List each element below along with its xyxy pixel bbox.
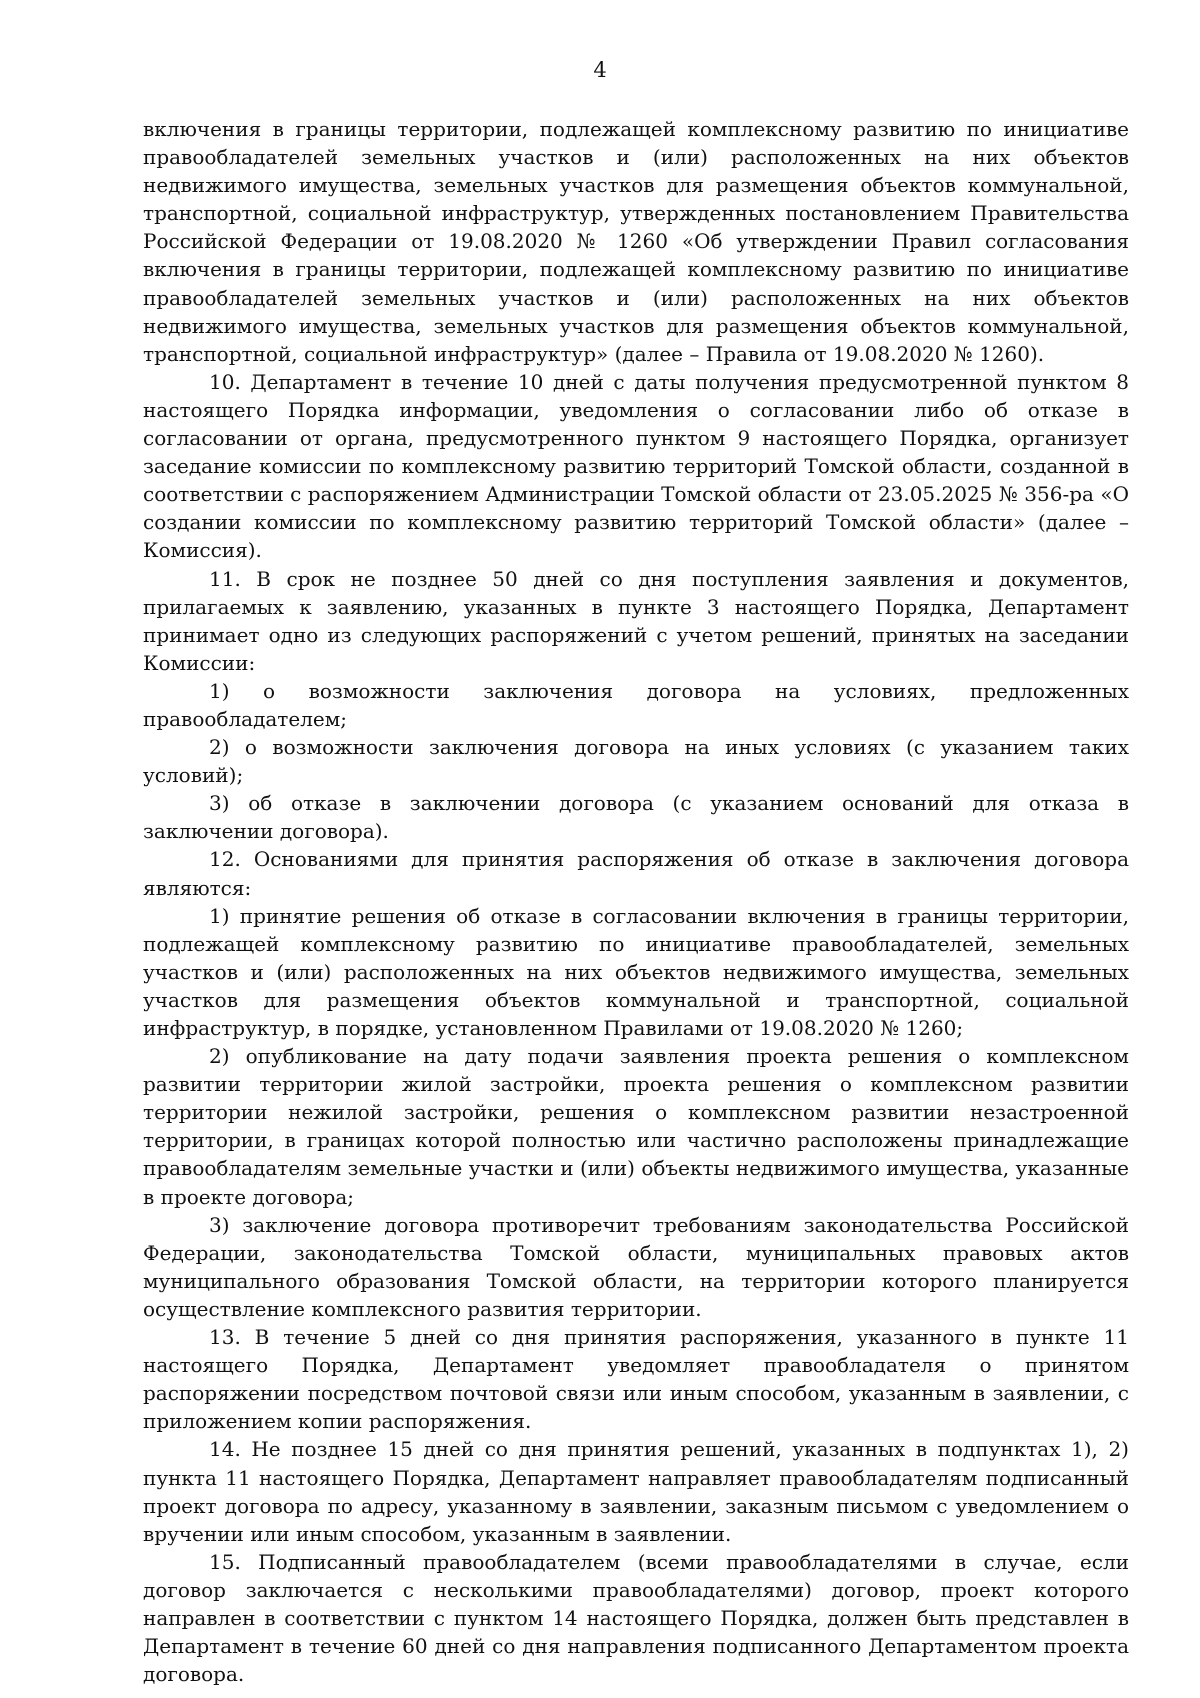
paragraph-11-item-3: 3) об отказе в заключении договора (с указанием оснований для отказа в заключении договора).: [143, 791, 1129, 844]
paragraph-11-item-2: 2) о возможности заключения договора на иных условиях (с указанием таких условий);: [143, 735, 1129, 788]
paragraph-12-item-1: 1) принятие решения об отказе в согласовании включения в границы территории, подлежащей комплексному развитию по инициативе правообладателей, земельных участков и (или) расположенных на них объектов недвижимого имущества, земельных участков для размещения объектов коммунальной и транспортной, социальной инфраструктур, в порядке, установленном Правилами от 19.08.2020 № 1260;: [143, 903, 1129, 1040]
paragraph-10: 10. Департамент в течение 10 дней с даты получения предусмотренной пунктом 8 настоящего Порядка информации, уведомления о согласовании либо об отказе в согласовании от органа, предусмотренного пунктом 9 настоящего Порядка, организует заседание комиссии по комплексному развитию территорий Томской области, созданной в соответствии с распоряжением Администрации Томской области от 23.05.2025 № 356-ра «О создании комиссии по комплексному развитию территорий Томской области» (далее – Комиссия).: [143, 369, 1129, 563]
paragraph-15: 15. Подписанный правообладателем (всеми правообладателями в случае, если договор заключается с несколькими правообладателями) договор, проект которого направлен в соответствии с пунктом 14 настоящего Порядка, должен быть представлен в Департамент в течение 60 дней со дня направления подписанного Департаментом проекта договора.: [143, 1549, 1129, 1687]
paragraph-11-item-1: 1) о возможности заключения договора на условиях, предложенных правообладателем;: [143, 678, 1129, 731]
paragraph-12-item-2: 2) опубликование на дату подачи заявления проекта решения о комплексном развитии территории жилой застройки, проекта решения о комплексном развитии территории нежилой застройки, решения о комплексном развитии незастроенной территории, в границах которой полностью или частично расположены принадлежащие правообладателям земельные участки и (или) объекты недвижимого имущества, указанные в проекте договора;: [143, 1044, 1129, 1209]
paragraph-continuation: включения в границы территории, подлежащей комплексному развитию по инициативе правообладателей земельных участков и (или) расположенных на них объектов недвижимого имущества, земельных участков для размещения объектов коммунальной, транспортной, социальной инфраструктур, утвержденных постановлением Правительства Российской Федерации от 19.08.2020 № 1260 «Об утверждении Правил согласования включения в границы территории, подлежащей комплексному развитию по инициативе правообладателей земельных участков и (или) расположенных на них объектов недвижимого имущества, земельных участков для размещения объектов коммунальной, транспортной, социальной инфраструктур» (далее – Правила от 19.08.2020 № 1260).: [143, 117, 1129, 366]
paragraph-12: 12. Основаниями для принятия распоряжения об отказе в заключения договора являются:: [143, 847, 1129, 900]
document-body: [143, 115, 1129, 1688]
page-number: 4: [593, 58, 607, 82]
paragraph-11: 11. В срок не позднее 50 дней со дня поступления заявления и документов, прилагаемых к заявлению, указанных в пункте 3 настоящего Порядка, Департамент принимает одно из следующих распоряжений с учетом решений, принятых на заседании Комиссии:: [143, 566, 1129, 675]
paragraph-14: 14. Не позднее 15 дней со дня принятия решений, указанных в подпунктах 1), 2) пункта 11 настоящего Порядка, Департамент направляет правообладателям подписанный проект договора по адресу, указанному в заявлении, заказным письмом с уведомлением о вручении или иным способом, указанным в заявлении.: [143, 1437, 1129, 1546]
paragraph-12-item-3: 3) заключение договора противоречит требованиям законодательства Российской Федерации, законодательства Томской области, муниципальных правовых актов муниципального образования Томской области, на территории которого планируется осуществление комплексного развития территории.: [143, 1212, 1129, 1321]
paragraph-13: 13. В течение 5 дней со дня принятия распоряжения, указанного в пункте 11 настоящего Порядка, Департамент уведомляет правообладателя о принятом распоряжении посредством почтовой связи или иным способом, указанным в заявлении, с приложением копии распоряжения.: [143, 1325, 1129, 1434]
